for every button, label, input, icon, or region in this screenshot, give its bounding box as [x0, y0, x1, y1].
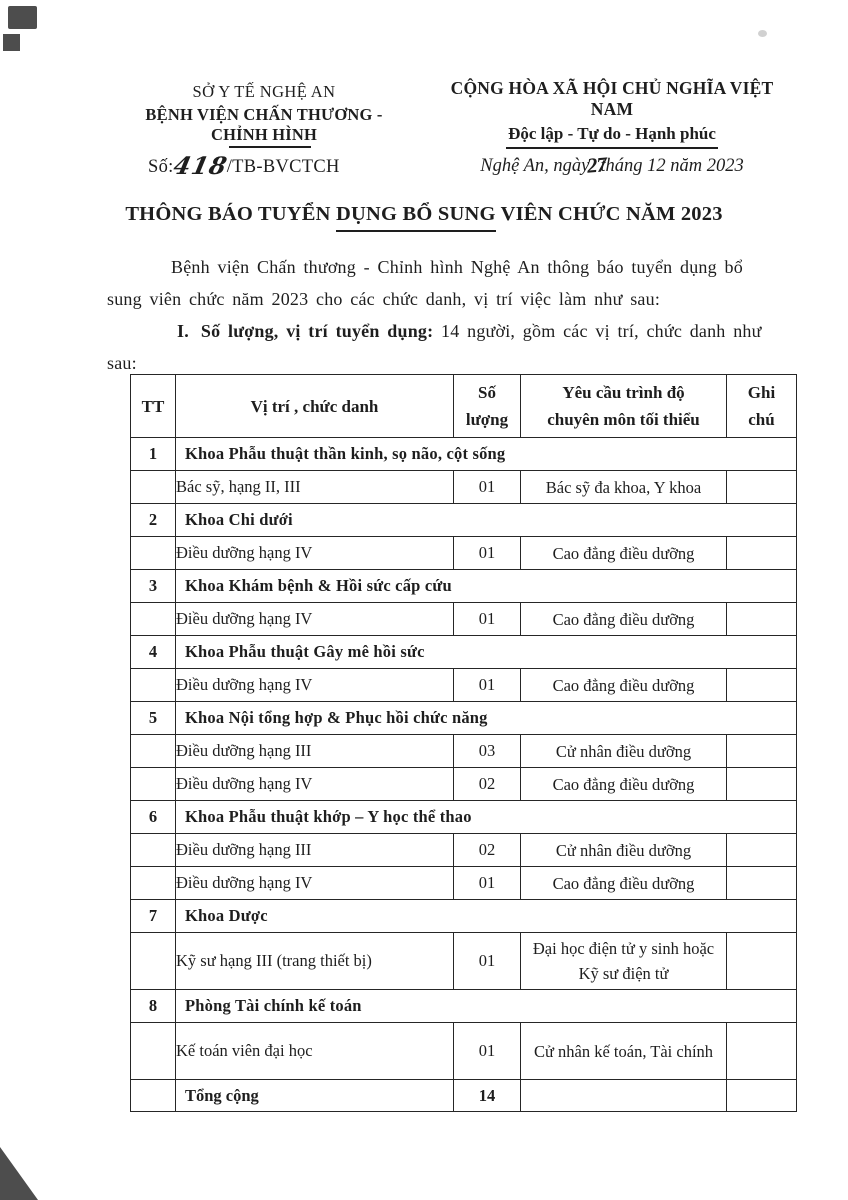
section-number: 5 — [131, 702, 176, 735]
header-cell-quantity — [454, 375, 521, 438]
note-cell — [727, 834, 797, 867]
position-row — [131, 933, 797, 990]
document-title — [0, 203, 848, 232]
requirement-cell: Cao đẳng điều dưỡng — [521, 537, 727, 570]
position-cell: Điều dưỡng hạng III — [176, 735, 454, 768]
section-number: 4 — [131, 636, 176, 669]
position-cell: Điều dưỡng hạng IV — [176, 768, 454, 801]
section-row — [131, 990, 797, 1023]
national-header-block — [428, 78, 796, 149]
note-cell — [727, 1080, 797, 1112]
note-cell — [727, 537, 797, 570]
position-row — [131, 1023, 797, 1080]
quantity-cell: 02 — [454, 768, 521, 801]
tt-cell — [131, 1023, 176, 1080]
tt-cell — [131, 669, 176, 702]
section-i-heading — [107, 315, 797, 347]
title-part-1: THÔNG BÁO TUYỂN — [125, 203, 331, 225]
title-part-2: VIÊN CHỨC NĂM 2023 — [500, 203, 723, 225]
position-cell: Điều dưỡng hạng IV — [176, 669, 454, 702]
total-quantity: 14 — [454, 1080, 521, 1112]
header-cell-requirement — [521, 375, 727, 438]
section-department: Khoa Phẫu thuật Gây mê hồi sức — [176, 636, 797, 669]
section-number: 3 — [131, 570, 176, 603]
section-department: Khoa Dược — [176, 900, 797, 933]
section-number: 7 — [131, 900, 176, 933]
requirement-cell: Cao đẳng điều dưỡng — [521, 768, 727, 801]
section-row — [131, 900, 797, 933]
note-cell — [727, 471, 797, 504]
place-date-line — [428, 152, 796, 177]
requirement-cell: Cao đẳng điều dưỡng — [521, 603, 727, 636]
note-cell — [727, 867, 797, 900]
section-department: Khoa Phẫu thuật khớp – Y học thể thao — [176, 801, 797, 834]
document-number-line — [148, 152, 340, 178]
section-row — [131, 636, 797, 669]
quantity-cell: 01 — [454, 471, 521, 504]
scan-artifact-speck — [758, 30, 767, 37]
scan-artifact-top-left-1 — [8, 6, 37, 29]
note-cell — [727, 603, 797, 636]
section-number: 2 — [131, 504, 176, 537]
tt-cell — [131, 768, 176, 801]
national-title: CỘNG HÒA XÃ HỘI CHỦ NGHĨA VIỆT NAM — [450, 78, 774, 119]
section-department: Phòng Tài chính kế toán — [176, 990, 797, 1023]
note-cell — [727, 768, 797, 801]
issuing-org-block — [133, 82, 395, 148]
position-row — [131, 537, 797, 570]
requirement-cell: Đại học điện tử y sinh hoặc Kỹ sư điện tử — [521, 933, 727, 990]
section-number: 6 — [131, 801, 176, 834]
section-i-label: Số lượng, vị trí tuyển dụng: — [200, 321, 434, 341]
title-part-underlined: DỤNG BỔ SUNG — [336, 203, 496, 232]
total-row — [131, 1080, 797, 1112]
position-row — [131, 471, 797, 504]
section-number: 1 — [131, 438, 176, 471]
position-cell: Điều dưỡng hạng IV — [176, 867, 454, 900]
tt-cell — [131, 933, 176, 990]
requirement-cell — [521, 1080, 727, 1112]
requirement-cell: Cử nhân kế toán, Tài chính — [521, 1023, 727, 1080]
section-department: Khoa Chi dưới — [176, 504, 797, 537]
header-note-line2: chú — [748, 410, 775, 429]
section-number: 8 — [131, 990, 176, 1023]
section-i-text: 14 người, gồm các vị trí, chức danh như — [441, 321, 762, 341]
date-suffix: tháng 12 năm 2023 — [600, 156, 744, 176]
total-label: Tổng cộng — [176, 1080, 454, 1112]
header-requirement-line2: chuyên môn tối thiểu — [547, 410, 700, 429]
quantity-cell: 01 — [454, 933, 521, 990]
quantity-cell: 01 — [454, 1023, 521, 1080]
section-department: Khoa Nội tổng hợp & Phục hồi chức năng — [176, 702, 797, 735]
intro-paragraphs — [107, 251, 797, 379]
quantity-cell: 03 — [454, 735, 521, 768]
section-row — [131, 801, 797, 834]
scan-artifact-bottom-left — [0, 1147, 38, 1200]
tt-cell — [131, 735, 176, 768]
tt-cell — [131, 471, 176, 504]
header-note-line1: Ghi — [747, 383, 776, 402]
quantity-cell: 01 — [454, 867, 521, 900]
tt-cell — [131, 867, 176, 900]
national-motto: Độc lập - Tự do - Hạnh phúc — [506, 124, 718, 149]
section-row — [131, 438, 797, 471]
quantity-cell: 02 — [454, 834, 521, 867]
note-cell — [727, 669, 797, 702]
tt-cell — [131, 603, 176, 636]
tt-cell — [131, 834, 176, 867]
position-row — [131, 669, 797, 702]
table-header-row — [131, 375, 797, 438]
position-cell: Điều dưỡng hạng III — [176, 834, 454, 867]
position-cell: Bác sỹ, hạng II, III — [176, 471, 454, 504]
tt-cell — [131, 537, 176, 570]
section-i-text-wrap: sau: — [107, 353, 137, 373]
org-name-underline — [229, 146, 311, 148]
requirement-cell: Cao đẳng điều dưỡng — [521, 669, 727, 702]
section-i-numeral: I. — [177, 321, 189, 341]
intro-line-1: Bệnh viện Chấn thương - Chỉnh hình Nghệ An thông báo tuyển dụng bổ — [171, 257, 743, 277]
org-parent-name: SỞ Y TẾ NGHỆ AN — [192, 82, 336, 101]
requirement-cell: Cử nhân điều dưỡng — [521, 834, 727, 867]
header-cell-position: Vị trí , chức danh — [176, 375, 454, 438]
position-row — [131, 603, 797, 636]
quantity-cell: 01 — [454, 669, 521, 702]
scan-artifact-top-left-2 — [3, 34, 20, 51]
doc-number-suffix: /TB-BVCTCH — [226, 157, 340, 177]
position-row — [131, 867, 797, 900]
section-row — [131, 504, 797, 537]
quantity-cell: 01 — [454, 537, 521, 570]
tt-cell — [131, 1080, 176, 1112]
position-cell: Kế toán viên đại học — [176, 1023, 454, 1080]
recruitment-table — [130, 374, 797, 1112]
position-row — [131, 735, 797, 768]
date-prefix: Nghệ An, ngày — [480, 156, 590, 176]
position-cell: Điều dưỡng hạng IV — [176, 603, 454, 636]
quantity-cell: 01 — [454, 603, 521, 636]
requirement-cell: Cao đẳng điều dưỡng — [521, 867, 727, 900]
note-cell — [727, 1023, 797, 1080]
position-row — [131, 834, 797, 867]
org-name-line1: BỆNH VIỆN CHẤN THƯƠNG - — [145, 105, 383, 124]
header-cell-note — [727, 375, 797, 438]
section-department: Khoa Phẫu thuật thần kinh, sọ não, cột sống — [176, 438, 797, 471]
header-requirement-line1: Yêu cầu trình độ — [562, 383, 685, 402]
section-row — [131, 702, 797, 735]
header-cell-tt: TT — [131, 375, 176, 438]
doc-number-prefix: Số: — [148, 157, 174, 177]
position-row — [131, 768, 797, 801]
header-quantity-line1: Số — [478, 383, 496, 402]
position-cell: Kỹ sư hạng III (trang thiết bị) — [176, 933, 454, 990]
intro-line-2: sung viên chức năm 2023 cho các chức danh, vị trí việc làm như sau: — [107, 289, 661, 309]
section-row — [131, 570, 797, 603]
doc-number-handwritten: 418 — [170, 151, 230, 180]
org-name-line2: CHỈNH HÌNH — [210, 125, 318, 144]
requirement-cell: Bác sỹ đa khoa, Y khoa — [521, 471, 727, 504]
note-cell — [727, 735, 797, 768]
position-cell: Điều dưỡng hạng IV — [176, 537, 454, 570]
section-department: Khoa Khám bệnh & Hồi sức cấp cứu — [176, 570, 797, 603]
note-cell — [727, 933, 797, 990]
requirement-cell: Cử nhân điều dưỡng — [521, 735, 727, 768]
date-day-handwritten: 27 — [586, 152, 608, 178]
header-quantity-line2: lượng — [465, 410, 509, 429]
